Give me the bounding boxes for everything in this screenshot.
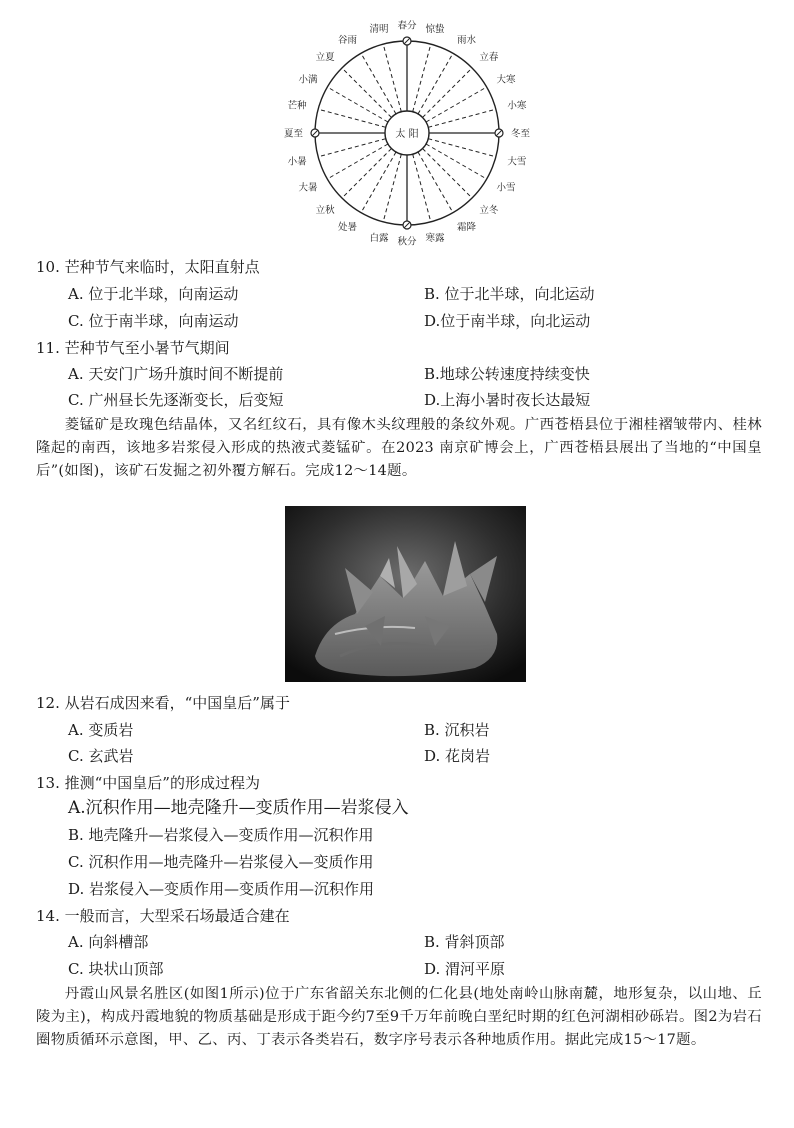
spoke-line bbox=[426, 87, 487, 122]
spoke-line bbox=[361, 152, 396, 213]
q14-option-c[interactable]: C. 块状山顶部 bbox=[68, 960, 164, 978]
spoke-line bbox=[361, 53, 396, 114]
spoke-line bbox=[318, 109, 386, 127]
q11-option-a[interactable]: A. 天安门广场升旗时间不断提前 bbox=[68, 365, 284, 383]
solar-term-label: 春分 bbox=[397, 20, 417, 32]
passage-danxia: 丹霞山风景名胜区(如图1所示)位于广东省韶关东北侧的仁化县(地处南岭山脉南麓，地形复杂，以山地、丘陵为主)，构成丹霞地貌的物质基础是形成于距今约7至9千万年前晚白垩纪时期的红色河湖相砂砾岩。图2为岩石圈物质循环示意图，甲、乙、丙、丁表示各类岩石，数字序号表示各种地质作用。据此完成15～17题。 bbox=[36, 986, 762, 1048]
mineral-specimen-photo bbox=[285, 506, 526, 682]
solar-term-label: 寒露 bbox=[425, 232, 445, 244]
spoke-line bbox=[426, 144, 487, 179]
solar-term-label: 小寒 bbox=[507, 100, 527, 112]
solar-term-label: 清明 bbox=[369, 24, 389, 36]
q12-option-a[interactable]: A. 变质岩 bbox=[68, 721, 134, 739]
solar-term-label: 立春 bbox=[479, 52, 499, 64]
q11-option-d[interactable]: D.上海小暑时夜长达最短 bbox=[424, 391, 591, 409]
solar-term-label: 小暑 bbox=[287, 156, 307, 168]
question-11-stem: 11. 芒种节气至小暑节气期间 bbox=[36, 339, 230, 357]
spoke-line bbox=[383, 44, 401, 112]
q14-option-a[interactable]: A. 向斜槽部 bbox=[68, 933, 149, 951]
q13-option-a[interactable]: A.沉积作用—地壳隆升—变质作用—岩浆侵入 bbox=[68, 798, 409, 818]
passage-rhodochrosite: 菱锰矿是玫瑰色结晶体，又名红纹石，具有像木头纹理般的条纹外观。广西苍梧县位于湘桂褶皱带内、桂林隆起的南西，该地多岩浆侵入形成的热液式菱锰矿。在2023 南京矿博会上，广西苍梧县展出了当地的“中国皇后”(如图)，该矿石发掘之初外覆方解石。完成12～14题。 bbox=[36, 417, 762, 479]
solar-term-label: 立秋 bbox=[315, 204, 335, 216]
spoke-line bbox=[418, 53, 453, 114]
spoke-line bbox=[413, 44, 431, 112]
question-14-stem: 14. 一般而言，大型采石场最适合建在 bbox=[36, 907, 290, 925]
solar-term-label: 立夏 bbox=[315, 52, 335, 64]
q10-option-d[interactable]: D.位于南半球，向北运动 bbox=[424, 312, 591, 330]
solar-term-label: 惊蛰 bbox=[425, 24, 445, 36]
sun-label: 太 阳 bbox=[395, 129, 419, 140]
q11-option-b[interactable]: B.地球公转速度持续变快 bbox=[424, 365, 590, 383]
q12-option-c[interactable]: C. 玄武岩 bbox=[68, 747, 134, 765]
q14-option-b[interactable]: B. 背斜顶部 bbox=[424, 933, 505, 951]
question-10-stem: 10. 芒种节气来临时，太阳直射点 bbox=[36, 258, 260, 276]
question-12-stem: 12. 从岩石成因来看，“中国皇后”属于 bbox=[36, 694, 290, 712]
solar-term-label: 小满 bbox=[298, 74, 318, 86]
solar-term-label: 夏至 bbox=[283, 128, 303, 140]
q10-option-a[interactable]: A. 位于北半球，向南运动 bbox=[68, 285, 239, 303]
solar-term-label: 霜降 bbox=[457, 222, 477, 234]
q12-option-d[interactable]: D. 花岗岩 bbox=[424, 747, 491, 765]
q10-option-c[interactable]: C. 位于南半球，向南运动 bbox=[68, 312, 239, 330]
solar-term-label: 冬至 bbox=[511, 128, 531, 140]
solar-term-label: 大寒 bbox=[496, 74, 516, 86]
spoke-line bbox=[428, 139, 496, 157]
spoke-line bbox=[318, 139, 386, 157]
q13-option-b[interactable]: B. 地壳隆升—岩浆侵入—变质作用—沉积作用 bbox=[68, 826, 374, 844]
q13-option-c[interactable]: C. 沉积作用—地壳隆升—岩浆侵入—变质作用 bbox=[68, 853, 374, 871]
spoke-line bbox=[327, 87, 388, 122]
q14-option-d[interactable]: D. 渭河平原 bbox=[424, 960, 506, 978]
solar-terms-diagram bbox=[282, 8, 532, 248]
solar-term-label: 大暑 bbox=[298, 182, 318, 194]
spoke-line bbox=[428, 109, 496, 127]
q13-option-d[interactable]: D. 岩浆侵入—变质作用—变质作用—沉积作用 bbox=[68, 880, 375, 898]
solar-term-label: 大雪 bbox=[507, 156, 527, 168]
q12-option-b[interactable]: B. 沉积岩 bbox=[424, 721, 490, 739]
solar-term-label: 白露 bbox=[369, 232, 389, 244]
spoke-line bbox=[418, 152, 453, 213]
spoke-line bbox=[413, 154, 431, 222]
solar-term-label: 小雪 bbox=[496, 182, 516, 194]
spoke-line bbox=[383, 154, 401, 222]
q11-option-c[interactable]: C. 广州昼长先逐渐变长，后变短 bbox=[68, 391, 284, 409]
solar-term-label: 雨水 bbox=[457, 34, 477, 46]
spoke-line bbox=[327, 144, 388, 179]
solar-term-label: 处暑 bbox=[337, 222, 357, 234]
solar-term-label: 谷雨 bbox=[337, 34, 357, 46]
solar-term-label: 立冬 bbox=[479, 204, 499, 216]
question-13-stem: 13. 推测“中国皇后”的形成过程为 bbox=[36, 774, 260, 792]
q10-option-b[interactable]: B. 位于北半球，向北运动 bbox=[424, 285, 595, 303]
solar-term-label: 秋分 bbox=[397, 236, 417, 248]
solar-term-label: 芒种 bbox=[287, 100, 307, 112]
